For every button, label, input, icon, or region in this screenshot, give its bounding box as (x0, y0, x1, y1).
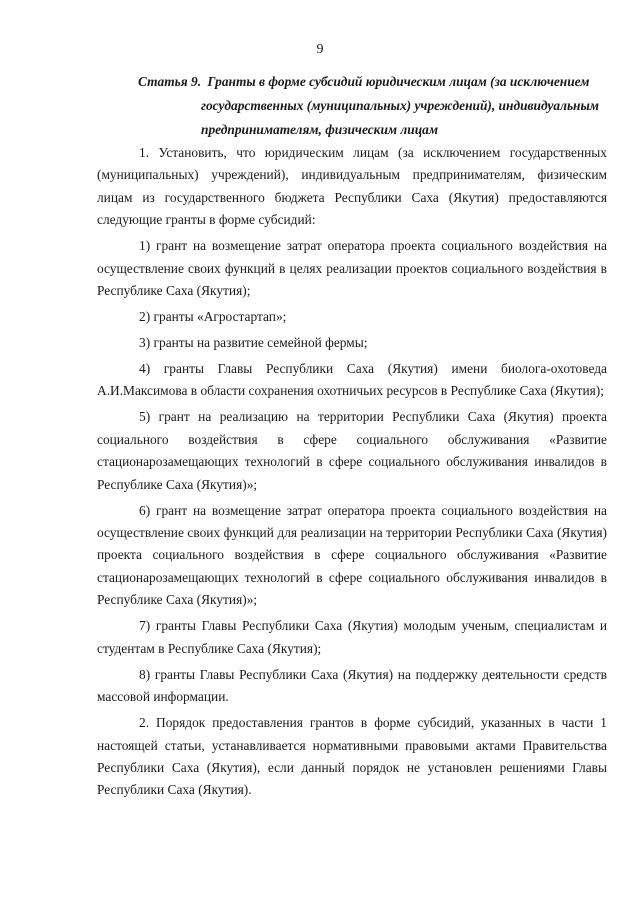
article-title-part-1: Гранты в форме субсидий юридическим лицам (за исключением (207, 74, 590, 89)
paragraph-2: 2. Порядок предоставления грантов в форме субсидий, указанных в части 1 настоящей статьи, устанавливается нормативными правовыми актами Правительства Республики Саха (Якутия), если данный порядок не установлен решениями Главы Республики Саха (Якутия). (97, 715, 607, 798)
list-item-2: 2) гранты «Агростартап»; (139, 309, 287, 325)
article-title-part-3: предпринимателям, физическим лицам (201, 122, 439, 137)
article-body (97, 142, 607, 802)
list-item-7: 7) гранты Главы Республики Саха (Якутия) молодым ученым, специалистам и студентам в Республике Саха (Якутия); (97, 618, 607, 656)
article-label: Статья 9. (138, 74, 202, 89)
list-item-1: 1) грант на возмещение затрат оператора проекта социального воздействия на осуществление своих функций в целях реализации проектов социального воздействия в Республике Саха (Якутия); (97, 238, 607, 299)
article-heading-line-1 (138, 70, 608, 94)
list-item-4: 4) гранты Главы Республики Саха (Якутия) имени биолога-охотоведа А.И.Максимова в области сохранения охотничьих ресурсов в Республике Саха (Якутия); (97, 361, 607, 399)
paragraph-1: 1. Установить, что юридическим лицам (за исключением государственных (муниципальных) учреждений), индивидуальным предпринимателям, физическим лицам из государственного бюджета Республики Саха (Якутия) предоставляются следующие гранты в форме субсидий: (97, 145, 607, 228)
list-item-5: 5) грант на реализацию на территории Республики Саха (Якутия) проекта социального воздействия в сфере социального обслуживания «Развитие стационарозамещающих технологий в сфере социального обслуживания инвалидов в Республике Саха (Якутия)»; (97, 409, 607, 492)
list-item-3: 3) гранты на развитие семейной фермы; (139, 335, 368, 351)
list-item-8: 8) гранты Главы Республики Саха (Якутия) на поддержку деятельности средств массовой информации. (97, 666, 607, 705)
list-item-6: 6) грант на возмещение затрат оператора проекта социального воздействия на осуществление своих функций для реализации на территории Республики Саха (Якутия) проекта социального воздействия в сфере социального обслуживания «Развитие стационарозамещающих технологий в сфере социального обслуживания инвалидов в Республике Саха (Якутия)»; (97, 502, 607, 608)
article-heading (138, 70, 608, 142)
page-number: 9 (316, 42, 324, 57)
article-title-part-2: государственных (муниципальных) учреждений), индивидуальным (201, 98, 599, 113)
